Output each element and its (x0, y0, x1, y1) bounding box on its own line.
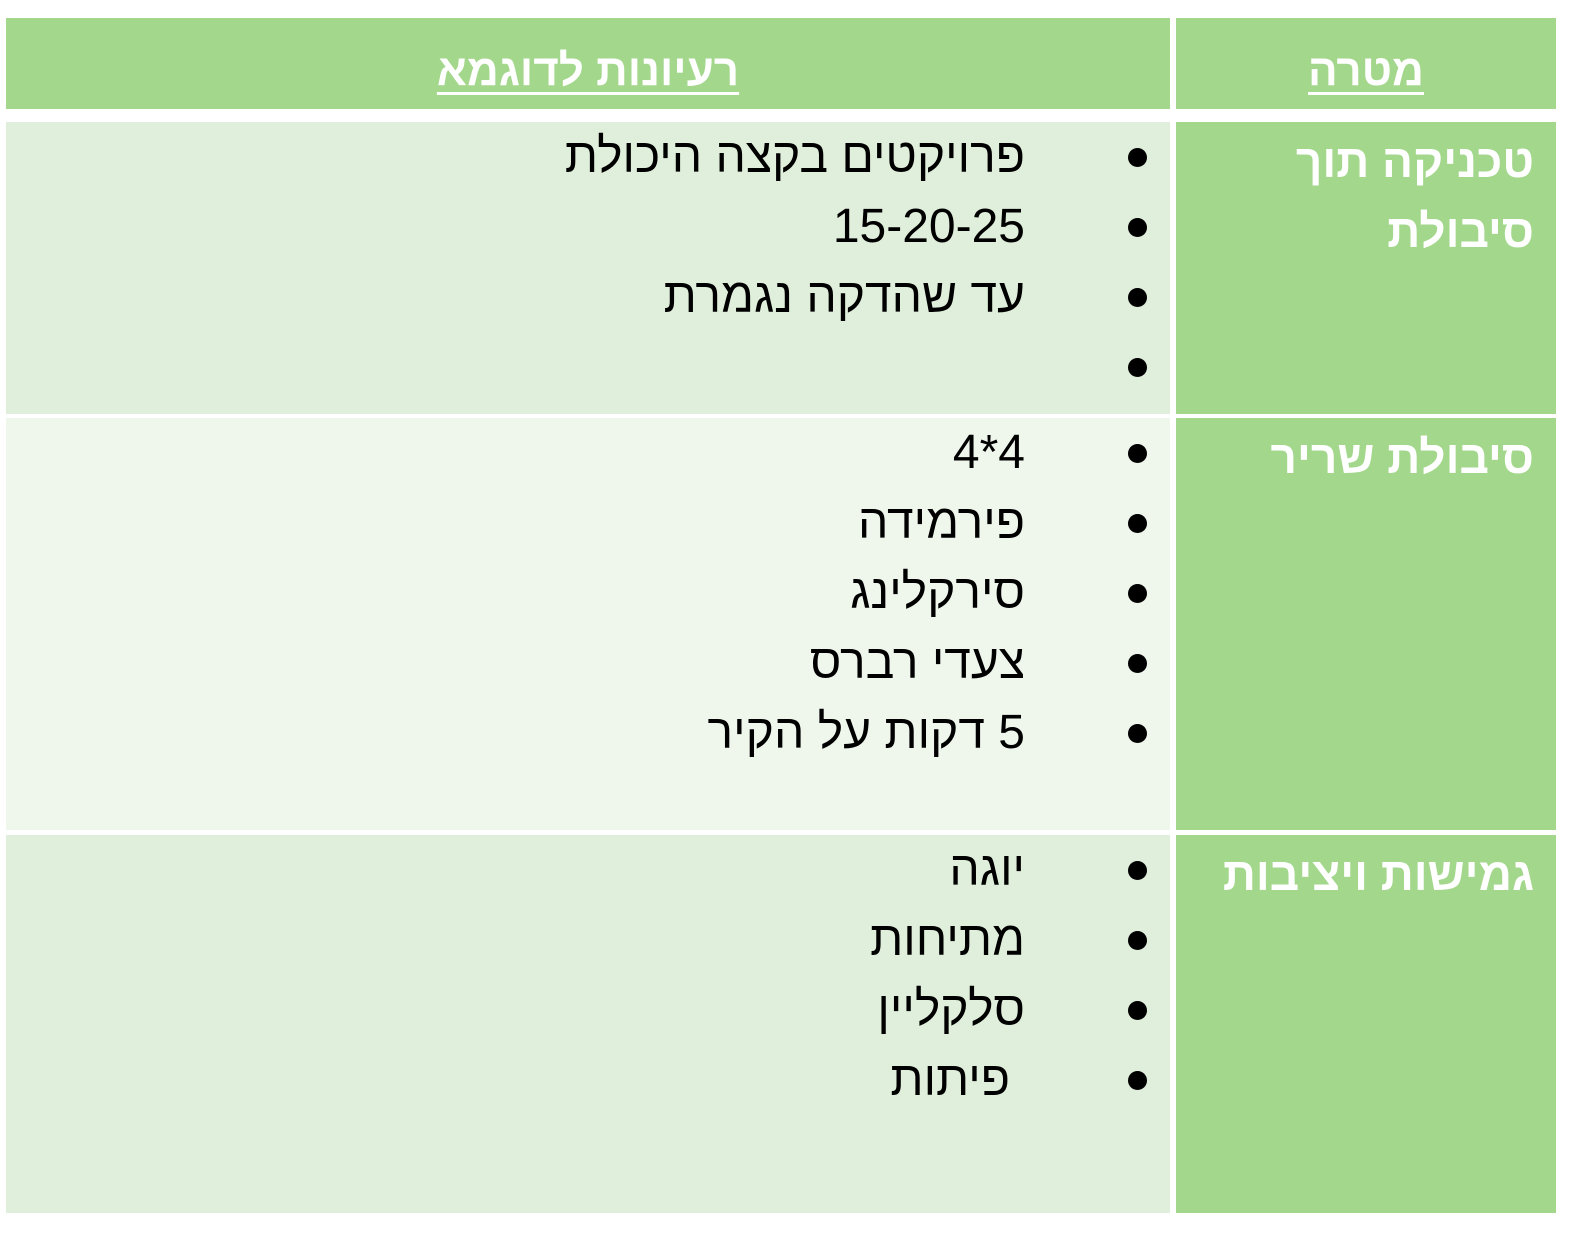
header-goal-cell (1176, 18, 1556, 109)
row-3-goal: גמישות ויציבות (1222, 848, 1534, 900)
list-item-text: עד שהדקה נגמרת (663, 270, 1025, 323)
bullet-icon (1128, 148, 1147, 167)
list-item (6, 192, 1170, 262)
list-item-text: פרויקטים בקצה היכולת (564, 130, 1025, 183)
list-item (6, 628, 1170, 698)
list-item (6, 332, 1170, 402)
bullet-icon (1128, 288, 1147, 307)
bullet-icon (1128, 514, 1147, 533)
list-item-text: 4*4 (952, 426, 1025, 479)
header-ideas-cell (6, 18, 1170, 109)
row-1-ideas-cell (6, 122, 1170, 414)
list-item-text: יוגה (949, 843, 1025, 896)
bullet-icon (1128, 1001, 1147, 1020)
list-item (6, 698, 1170, 768)
bullet-icon (1128, 931, 1147, 950)
bullet-icon (1128, 1071, 1147, 1090)
row-2-goal: סיבולת שריר (1270, 431, 1534, 483)
row-2-goal-cell (1176, 418, 1556, 830)
list-item-text: מתיחות (870, 913, 1025, 966)
list-item-text: סלקליין (877, 983, 1025, 1036)
list-item-text: 5 דקות על הקיר (707, 706, 1025, 759)
row-2-ideas-cell (6, 418, 1170, 830)
bullet-icon (1128, 358, 1147, 377)
list-item (6, 418, 1170, 488)
list-item (6, 835, 1170, 905)
list-item (6, 558, 1170, 628)
row-3-goal-cell (1176, 835, 1556, 1213)
row-1-goal (1296, 126, 1534, 266)
list-item-text: צעדי רברס (809, 636, 1025, 689)
list-item (6, 905, 1170, 975)
list-item (6, 488, 1170, 558)
header-ideas-label: רעיונות לדוגמא (436, 46, 740, 95)
list-item (6, 262, 1170, 332)
header-goal-label: מטרה (1308, 46, 1424, 95)
list-item (6, 122, 1170, 192)
row-3-ideas-cell (6, 835, 1170, 1213)
list-item-text: 15-20-25 (832, 200, 1025, 253)
bullet-icon (1128, 654, 1147, 673)
list-item-text: סירקלינג (850, 566, 1025, 619)
bullet-icon (1128, 444, 1147, 463)
bullet-icon (1128, 218, 1147, 237)
list-item (6, 975, 1170, 1045)
row-1-goal-cell (1176, 122, 1556, 414)
bullet-icon (1128, 724, 1147, 743)
bullet-icon (1128, 584, 1147, 603)
list-item (6, 1045, 1170, 1115)
row-1-goal-line-2: סיבולת (1387, 205, 1534, 257)
row-1-goal-line-1: טכניקה תוך (1295, 135, 1534, 187)
list-item-text: פירמידה (858, 496, 1025, 549)
bullet-icon (1128, 861, 1147, 880)
list-item-text: פיתות (890, 1053, 1010, 1106)
